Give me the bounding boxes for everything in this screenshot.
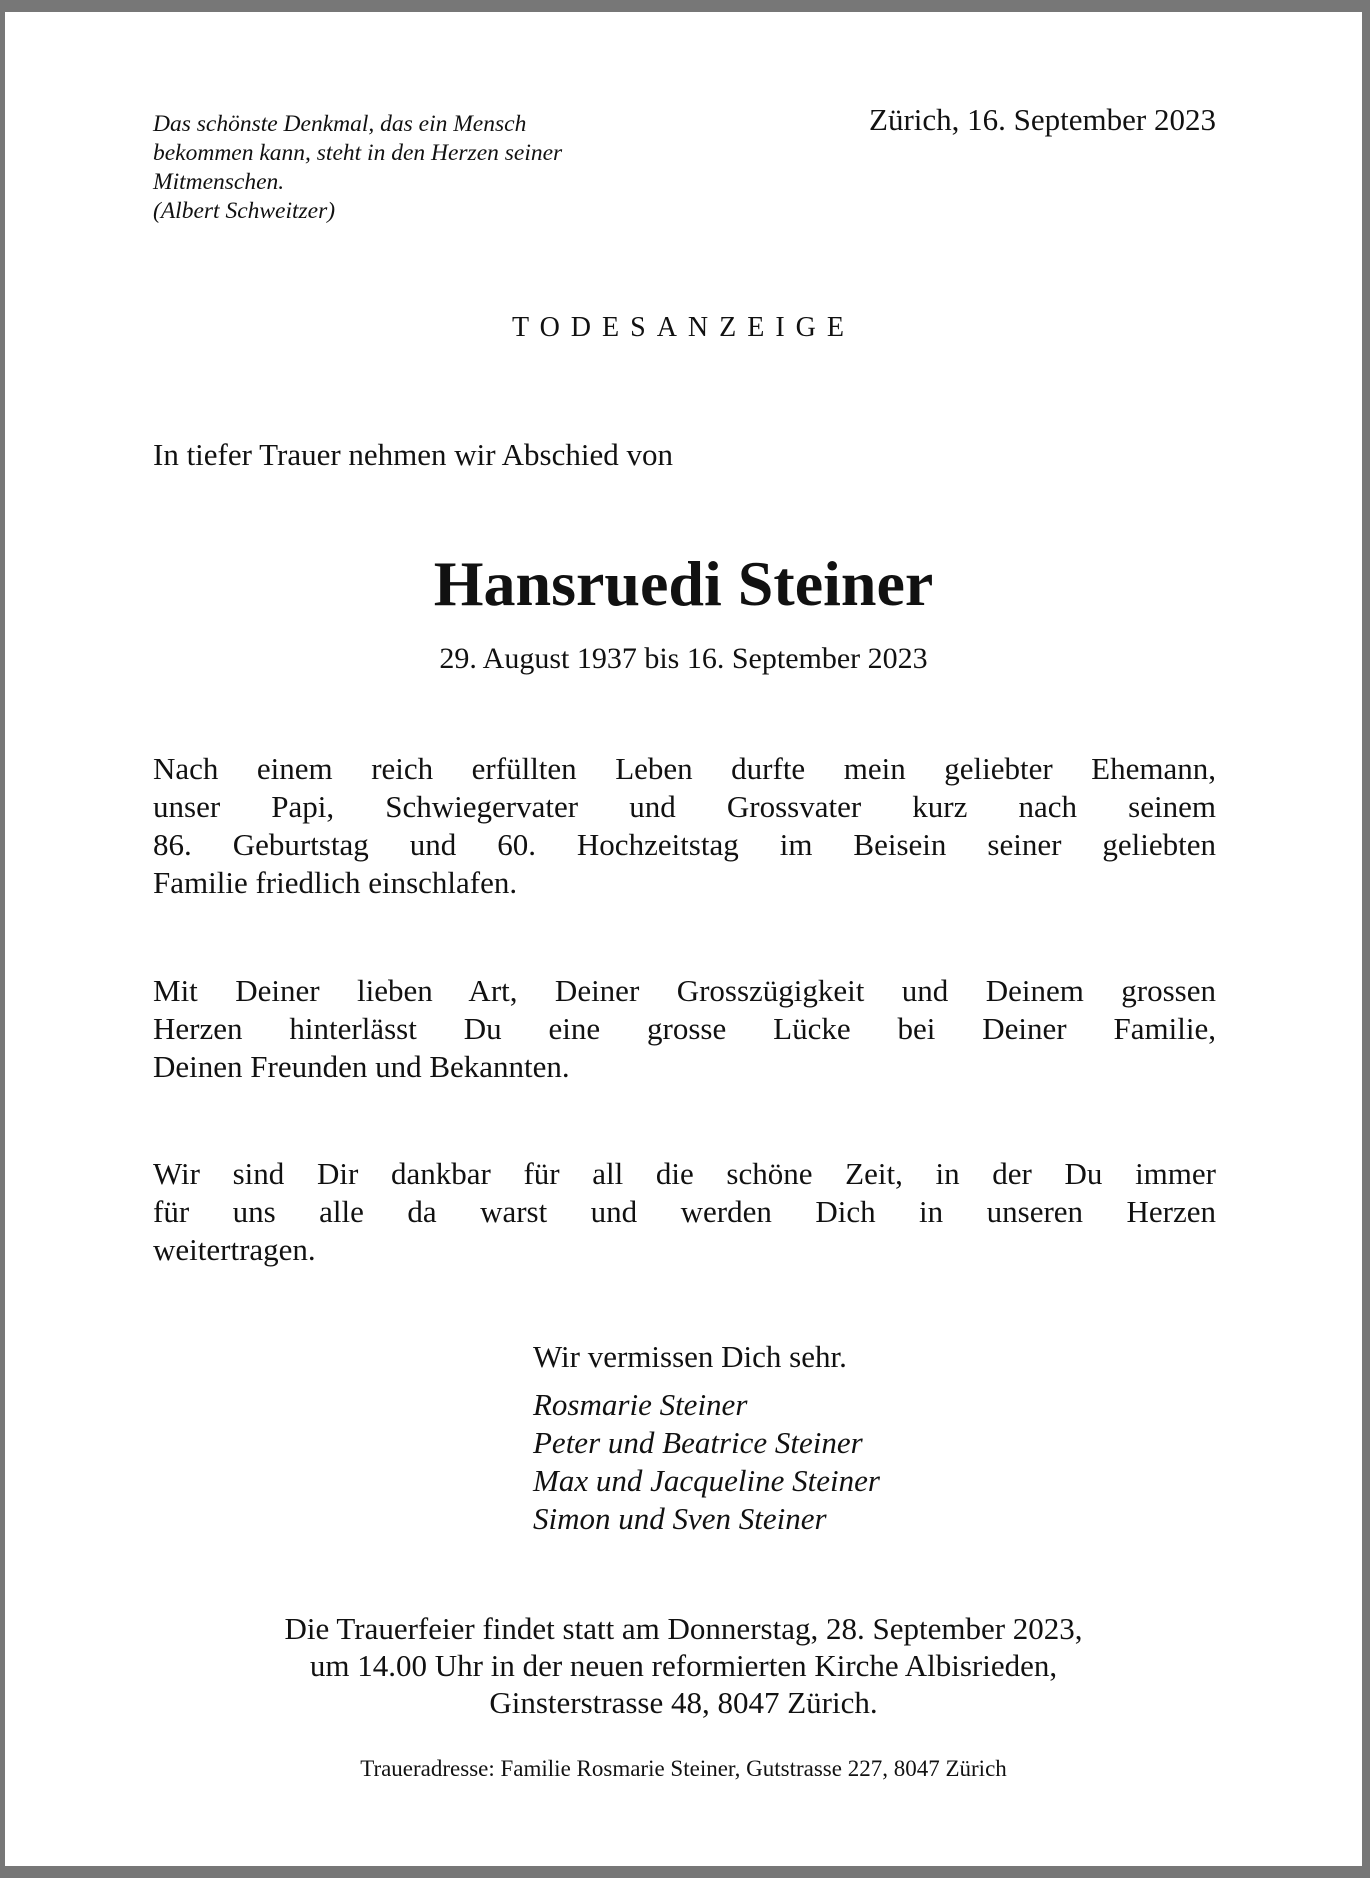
text-line: Wir sind Dir dankbar für all die schöne Zeit, in der Du immer [153,1156,1216,1191]
paragraph-2 [153,972,1216,1086]
service-line: um 14.00 Uhr in der neuen reformierten Kirche Albisrieden, [309,1648,1058,1683]
text-line: weitertragen. [153,1232,316,1267]
signer: Rosmarie Steiner [533,1387,748,1422]
signer: Peter und Beatrice Steiner [533,1425,863,1460]
place-date: Zürich, 16. September 2023 [869,102,1216,137]
text-line: für uns alle da warst und werden Dich in unseren Herzen [153,1194,1216,1229]
text-line: Familie friedlich einschlafen. [153,865,518,900]
obituary-page [5,12,1362,1866]
quote-attribution: (Albert Schweitzer) [153,198,336,224]
life-dates: 29. August 1937 bis 16. September 2023 [439,642,928,675]
text-line: 86. Geburtstag und 60. Hochzeitstag im Beisein seiner geliebten [153,827,1216,862]
quote-line: bekommen kann, steht in den Herzen seiner [153,140,563,166]
quote-line: Das schönste Denkmal, das ein Mensch [153,111,527,137]
closing-line: Wir vermissen Dich sehr. [533,1339,847,1374]
signers-list [533,1386,880,1538]
service-line: Ginsterstrasse 48, 8047 Zürich. [489,1685,878,1720]
deceased-name: Hansruedi Steiner [433,548,934,619]
text-line: Nach einem reich erfüllten Leben durfte mein geliebter Ehemann, [153,751,1216,786]
paragraph-3 [153,1155,1216,1269]
paragraph-1 [153,750,1216,902]
signer: Simon und Sven Steiner [533,1501,827,1536]
text-line: Herzen hinterlässt Du eine grosse Lücke bei Deiner Familie, [153,1011,1216,1046]
epigraph-quote [153,110,562,226]
text-line: Mit Deiner lieben Art, Deiner Grosszügigkeit und Deinem grossen [153,973,1216,1008]
mourning-address: Traueradresse: Familie Rosmarie Steiner, Gutstrasse 227, 8047 Zürich [360,1756,1007,1781]
signer: Max und Jacqueline Steiner [533,1463,880,1498]
text-line: unser Papi, Schwiegervater und Grossvater kurz nach seinem [153,789,1216,824]
quote-line: Mitmenschen. [153,169,285,195]
intro-text: In tiefer Trauer nehmen wir Abschied von [153,437,673,472]
service-info [5,1610,1362,1721]
service-line: Die Trauerfeier findet statt am Donnerstag, 28. September 2023, [284,1611,1083,1646]
text-line: Deinen Freunden und Bekannten. [153,1049,570,1084]
document-title: TODESANZEIGE [511,312,855,343]
